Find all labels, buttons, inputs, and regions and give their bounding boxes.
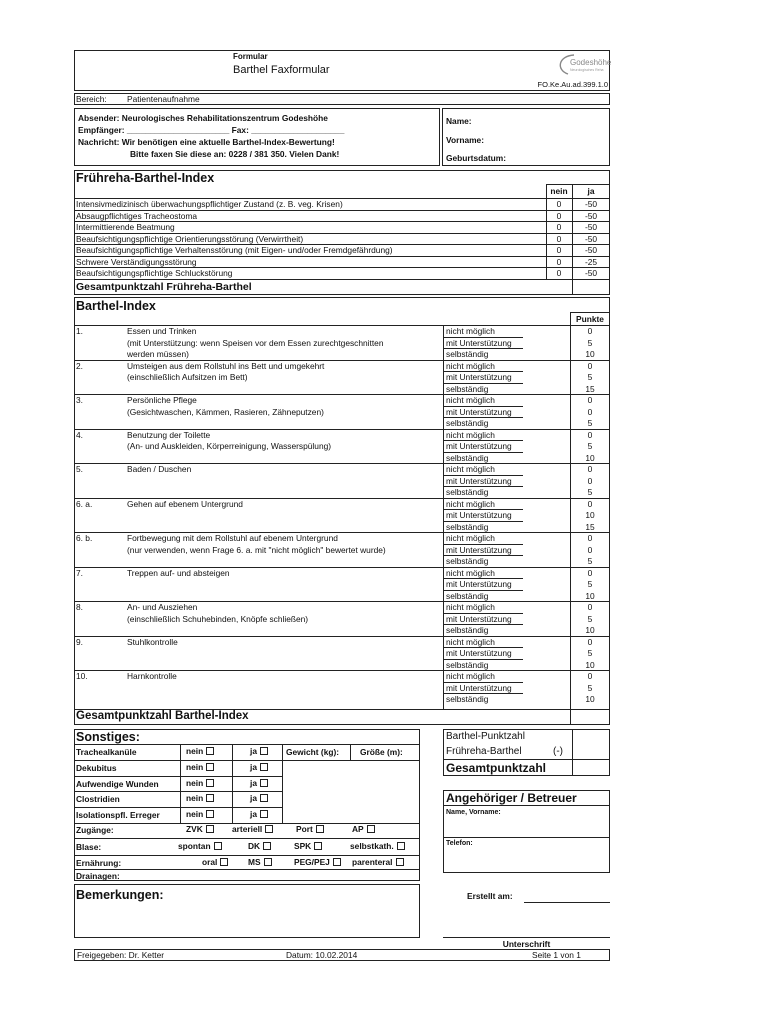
barthel-item-number: 6. a.	[76, 498, 93, 509]
barthel-option-label[interactable]: selbständig	[446, 556, 489, 566]
barthel-item-text: Gehen auf ebenem Untergrund	[127, 498, 243, 509]
barthel-points-value[interactable]: 5	[587, 487, 593, 497]
dk-label: DK	[248, 841, 261, 851]
erstellt-field[interactable]	[524, 902, 610, 903]
selbstkath-checkbox[interactable]	[350, 842, 405, 850]
col-ja: ja	[587, 186, 595, 196]
barthel-points-value[interactable]: 0	[587, 326, 593, 336]
vorname-label[interactable]: Vorname:	[446, 135, 485, 145]
checkbox-icon[interactable]	[367, 825, 375, 833]
checkbox-icon[interactable]	[396, 858, 404, 866]
barthel-item-number: 3.	[76, 395, 83, 405]
ap-checkbox[interactable]	[352, 825, 375, 833]
logo-subtext: Neurologisches Reha	[570, 68, 604, 72]
fruehreha-row-label: Absaugpflichtiges Tracheostoma	[76, 210, 198, 221]
barthel-points-value[interactable]: 10	[585, 349, 595, 359]
zugaenge-label: Zugänge:	[76, 825, 114, 835]
pegpej-checkbox[interactable]	[294, 858, 341, 866]
sonstiges-title: Sonstiges:	[76, 730, 140, 744]
barthel-option-label[interactable]: nicht möglich	[446, 567, 495, 578]
nein-checkbox[interactable]	[186, 763, 214, 771]
barthel-option-label[interactable]: nicht möglich	[446, 326, 495, 336]
zvk-label: ZVK	[186, 824, 203, 834]
barthel-item-number: 9.	[76, 636, 83, 647]
barthel-points-value[interactable]: 0	[587, 544, 593, 555]
erstellt-label: Erstellt am:	[467, 891, 513, 901]
unterschrift-field[interactable]	[443, 937, 610, 938]
barthel-points-value[interactable]: 5	[587, 337, 593, 348]
gewicht-line	[282, 760, 420, 761]
datum-text: Datum: 10.02.2014	[286, 950, 358, 960]
summary-line	[443, 759, 610, 760]
nein-checkbox[interactable]	[186, 747, 214, 755]
barthel-points-value[interactable]: 15	[585, 383, 595, 394]
barthel-option-label[interactable]: selbständig	[446, 383, 489, 394]
barthel-points-value[interactable]: 0	[587, 602, 593, 612]
barthel-points-value[interactable]: 10	[585, 590, 595, 601]
barthel-option-label[interactable]: nicht möglich	[446, 464, 495, 474]
col-nein: nein	[550, 186, 568, 196]
fruehreha-row-nein-value[interactable]: 0	[556, 222, 562, 232]
drainagen-line	[74, 869, 420, 870]
fruehreha-barthel-label: Frühreha-Barthel	[446, 746, 522, 757]
barthel-item-text: Essen und Trinken	[127, 326, 197, 336]
bereich-value: Patientenaufnahme	[127, 94, 200, 104]
barthel-option-label[interactable]: mit Unterstützung	[446, 441, 512, 451]
nein-label: nein	[186, 793, 204, 804]
barthel-points-value[interactable]: 0	[587, 464, 593, 474]
spk-checkbox[interactable]	[294, 842, 322, 850]
fruehreha-row-ja-value[interactable]: -25	[584, 256, 598, 267]
barthel-points-value[interactable]: 0	[587, 475, 593, 486]
ms-label: MS	[248, 857, 261, 867]
checkbox-icon[interactable]	[220, 858, 228, 866]
form-code: FO.Ke.Au.ad.399.1.0	[537, 80, 608, 89]
barthel-item-number: 1.	[76, 326, 83, 336]
barthel-option-label[interactable]: nicht möglich	[446, 533, 495, 543]
sonstiges-col-line	[232, 744, 233, 823]
barthel-option-label[interactable]: mit Unterstützung	[446, 337, 512, 348]
checkbox-icon[interactable]	[206, 794, 214, 802]
nein-label: nein	[186, 746, 204, 756]
sonstiges-col-line	[350, 744, 351, 760]
barthel-item-number: 2.	[76, 360, 83, 371]
barthel-option-label[interactable]: nicht möglich	[446, 395, 495, 405]
barthel-points-value[interactable]: 5	[587, 648, 593, 658]
fruehreha-row-label: Beaufsichtigungspflichtige Schluckstörung	[76, 268, 233, 278]
angehoeriger-title: Angehöriger / Betreuer	[446, 791, 577, 805]
barthel-points-value[interactable]: 5	[587, 418, 593, 428]
form-label: Formular	[233, 52, 268, 61]
blase-line	[74, 838, 420, 839]
ja-label: ja	[250, 809, 257, 820]
barthel-item-number: 10.	[76, 671, 88, 681]
nein-checkbox[interactable]	[186, 794, 214, 802]
groesse-label[interactable]: Größe (m):	[360, 747, 403, 757]
ernaehrung-label: Ernährung:	[76, 858, 122, 868]
nein-label: nein	[186, 761, 204, 772]
barthel-points-value[interactable]: 0	[587, 671, 593, 681]
barthel-option-label[interactable]: mit Unterstützung	[446, 406, 512, 417]
col-punkte: Punkte	[576, 314, 604, 324]
barthel-item-number: 7.	[76, 567, 83, 578]
ap-label: AP	[352, 824, 364, 834]
form-title: Barthel Faxformular	[233, 64, 330, 76]
barthel-item-text: Persönliche Pflege	[127, 395, 197, 405]
barthel-option-label[interactable]: nicht möglich	[446, 360, 495, 371]
nein-label: nein	[186, 809, 204, 820]
ja-label: ja	[250, 761, 257, 772]
barthel-option-label[interactable]: nicht möglich	[446, 636, 495, 647]
ja-checkbox[interactable]	[250, 779, 268, 787]
barthel-points-value[interactable]: 5	[587, 372, 593, 382]
fruehreha-total-label: Gesamtpunktzahl Frühreha-Barthel	[76, 281, 252, 293]
dk-checkbox[interactable]	[248, 842, 271, 850]
barthel-points-value[interactable]: 15	[585, 521, 595, 532]
barthel-item-text: Stuhlkontrolle	[127, 636, 178, 647]
checkbox-icon[interactable]	[314, 842, 322, 850]
barthel-option-label[interactable]: mit Unterstützung	[446, 510, 512, 520]
name-label[interactable]: Name:	[446, 116, 472, 126]
barthel-item-number: 8.	[76, 602, 83, 612]
barthel-item-text: (einschließlich Aufsitzen im Bett)	[127, 372, 248, 382]
barthel-option-label[interactable]: nicht möglich	[446, 498, 495, 509]
barthel-points-value[interactable]: 0	[587, 533, 593, 543]
checkbox-icon[interactable]	[206, 810, 214, 818]
sonstiges-row-label: Trachealkanüle	[76, 747, 137, 757]
empfaenger-line[interactable]: Empfänger: ______________________ Fax: ____________________	[78, 125, 345, 135]
barthel-item-text: (nur verwenden, wenn Frage 6. a. mit "nicht möglich" bewertet wurde)	[127, 544, 386, 555]
barthel-points-value[interactable]: 5	[587, 441, 593, 451]
freigegeben-text: Freigegeben: Dr. Ketter	[77, 950, 165, 960]
barthel-points-value[interactable]: 10	[585, 452, 595, 463]
zvk-checkbox[interactable]	[186, 825, 214, 833]
fruehreha-sign: (-)	[553, 746, 563, 757]
barthel-points-value[interactable]: 10	[585, 659, 595, 670]
fruehreha-row-label: Beaufsichtigungspflichtige Orientierungsstörung (Verwirrtheit)	[76, 233, 304, 244]
fruehreha-row-nein-value[interactable]: 0	[556, 245, 562, 255]
spontan-label: spontan	[178, 841, 211, 851]
parenteral-checkbox[interactable]	[352, 858, 404, 866]
arteriell-label: arteriell	[232, 824, 263, 834]
sonstiges-row-label: Isolationspfl. Erreger	[76, 810, 160, 821]
checkbox-icon[interactable]	[264, 858, 272, 866]
checkbox-icon[interactable]	[316, 825, 324, 833]
spk-label: SPK	[294, 841, 312, 851]
barthel-option-label[interactable]: selbständig	[446, 452, 489, 463]
fruehreha-row-label: Intermittierende Beatmung	[76, 222, 175, 232]
gewicht-label[interactable]: Gewicht (kg):	[286, 747, 340, 757]
bemerkungen-title[interactable]: Bemerkungen:	[76, 888, 164, 902]
angehoeriger-line	[443, 805, 610, 806]
checkbox-icon[interactable]	[265, 825, 273, 833]
fruehreha-row-label: Schwere Verständigungsstörung	[76, 256, 197, 267]
fruehreha-row-ja-value[interactable]: -50	[584, 268, 598, 278]
angehoeriger-name-label[interactable]: Name, Vorname:	[446, 809, 501, 816]
checkbox-icon[interactable]	[260, 779, 268, 787]
barthel-points-value[interactable]: 0	[587, 360, 593, 371]
fruehreha-row-ja-value[interactable]: -50	[584, 199, 598, 209]
barthel-points-value[interactable]: 0	[587, 429, 593, 440]
nein-checkbox[interactable]	[186, 810, 214, 818]
barthel-head-line	[570, 312, 610, 313]
ja-checkbox[interactable]	[250, 794, 268, 802]
oral-label: oral	[202, 857, 218, 867]
barthel-option-label[interactable]: selbständig	[446, 418, 489, 428]
fruehreha-title: Frühreha-Barthel-Index	[76, 171, 215, 185]
barthel-item-text: Treppen auf- und absteigen	[127, 567, 230, 578]
nein-label: nein	[186, 777, 204, 788]
sonstiges-col-line	[180, 744, 181, 823]
ernaehrung-line	[74, 855, 420, 856]
barthel-option-label[interactable]: selbständig	[446, 521, 489, 532]
blase-label: Blase:	[76, 842, 102, 852]
barthel-option-label[interactable]: selbständig	[446, 625, 489, 635]
fruehreha-row-nein-value[interactable]: 0	[556, 268, 562, 278]
ja-checkbox[interactable]	[250, 763, 268, 771]
sonstiges-row-label: Aufwendige Wunden	[76, 778, 159, 789]
barthel-option-label[interactable]: mit Unterstützung	[446, 544, 512, 555]
checkbox-icon[interactable]	[206, 763, 214, 771]
barthel-points-value[interactable]: 5	[587, 682, 593, 693]
barthel-option-label[interactable]: nicht möglich	[446, 429, 495, 440]
fruehreha-row-ja-value[interactable]: -50	[584, 222, 598, 232]
barthel-title: Barthel-Index	[76, 299, 156, 313]
checkbox-icon[interactable]	[397, 842, 405, 850]
bitte-line: Bitte faxen Sie diese an: 0228 / 381 350. Vielen Dank!	[130, 149, 340, 159]
barthel-item-text: (Gesichtwaschen, Kämmen, Rasieren, Zähneputzen)	[127, 406, 324, 417]
fruehreha-row-nein-value[interactable]: 0	[556, 199, 562, 209]
checkbox-icon[interactable]	[263, 842, 271, 850]
fruehreha-head-line	[546, 184, 610, 185]
seite-text: Seite 1 von 1	[532, 950, 581, 960]
barthel-item-text: Baden / Duschen	[127, 464, 192, 474]
barthel-option-label[interactable]: selbständig	[446, 349, 489, 359]
sonstiges-row-line	[74, 807, 282, 808]
barthel-item-number: 6. b.	[76, 533, 93, 543]
barthel-item-number: 5.	[76, 464, 83, 474]
geburtsdatum-label[interactable]: Geburtsdatum:	[446, 153, 507, 163]
barthel-points-value[interactable]: 5	[587, 579, 593, 589]
fruehreha-total-line	[74, 279, 610, 280]
barthel-item-text: werden müssen)	[127, 349, 189, 359]
parenteral-label: parenteral	[352, 857, 393, 867]
ja-checkbox[interactable]	[250, 747, 268, 755]
summary-col-line	[572, 729, 573, 776]
logo-text: Godeshöhe	[570, 58, 612, 67]
port-checkbox[interactable]	[296, 825, 324, 833]
ja-label: ja	[250, 777, 257, 788]
barthel-option-label[interactable]: selbständig	[446, 659, 489, 670]
logo	[552, 52, 612, 78]
fruehreha-row-nein-value[interactable]: 0	[556, 210, 562, 221]
barthel-item-text: Benutzung der Toilette	[127, 429, 211, 440]
checkbox-icon[interactable]	[214, 842, 222, 850]
spontan-checkbox[interactable]	[178, 842, 222, 850]
barthel-item-text: Harnkontrolle	[127, 671, 177, 681]
checkbox-icon[interactable]	[260, 763, 268, 771]
barthel-points-value[interactable]: 5	[587, 556, 593, 566]
barthel-item-text: An- und Ausziehen	[127, 602, 198, 612]
absender-line: Absender: Neurologisches Rehabilitationszentrum Godeshöhe	[78, 113, 328, 123]
checkbox-icon[interactable]	[260, 747, 268, 755]
sonstiges-line	[74, 744, 420, 745]
fruehreha-row-ja-value[interactable]: -50	[584, 210, 598, 221]
sonstiges-row-line	[74, 776, 282, 777]
sonstiges-row-line	[74, 791, 282, 792]
gesamtpunktzahl-label: Gesamtpunktzahl	[446, 761, 547, 775]
sonstiges-row-line	[74, 760, 282, 761]
barthel-points-value[interactable]: 10	[585, 510, 595, 520]
selbstkath-label: selbstkath.	[350, 841, 394, 851]
barthel-option-label[interactable]: mit Unterstützung	[446, 579, 512, 589]
barthel-points-value[interactable]: 0	[587, 567, 593, 578]
barthel-item-text: (einschließlich Schuhebinden, Knöpfe schließen)	[127, 613, 309, 624]
barthel-option-label[interactable]: nicht möglich	[446, 671, 495, 681]
pegpej-label: PEG/PEJ	[294, 857, 330, 867]
checkbox-icon[interactable]	[260, 794, 268, 802]
barthel-option-label[interactable]: mit Unterstützung	[446, 682, 512, 693]
barthel-option-label[interactable]: selbständig	[446, 487, 489, 497]
ja-label: ja	[250, 793, 257, 804]
fruehreha-row-ja-value[interactable]: -50	[584, 233, 598, 244]
barthel-option-label[interactable]: selbständig	[446, 694, 489, 704]
barthel-option-label[interactable]: selbständig	[446, 590, 489, 601]
ja-checkbox[interactable]	[250, 810, 268, 818]
checkbox-icon[interactable]	[206, 779, 214, 787]
barthel-total-label: Gesamtpunktzahl Barthel-Index	[76, 710, 249, 722]
checkbox-icon[interactable]	[333, 858, 341, 866]
barthel-points-value[interactable]: 0	[587, 395, 593, 405]
barthel-points-value[interactable]: 0	[587, 406, 593, 417]
barthel-points-value[interactable]: 0	[587, 498, 593, 509]
fruehreha-row-nein-value[interactable]: 0	[556, 256, 562, 267]
barthel-item-number: 4.	[76, 429, 83, 440]
angehoeriger-line	[443, 837, 610, 838]
barthel-points-value[interactable]: 5	[587, 613, 593, 624]
barthel-option-label[interactable]: mit Unterstützung	[446, 613, 512, 624]
sonstiges-row-label: Dekubitus	[76, 762, 117, 773]
angehoeriger-telefon-label[interactable]: Telefon:	[446, 840, 473, 847]
checkbox-icon[interactable]	[206, 825, 214, 833]
oral-checkbox[interactable]	[202, 858, 228, 866]
fruehreha-row-nein-value[interactable]: 0	[556, 233, 562, 244]
barthel-points-value[interactable]: 0	[587, 636, 593, 647]
barthel-option-label[interactable]: mit Unterstützung	[446, 648, 512, 658]
arteriell-checkbox[interactable]	[232, 825, 273, 833]
nachricht-line: Nachricht: Wir benötigen eine aktuelle Barthel-Index-Bewertung!	[78, 137, 335, 147]
barthel-item-text: Fortbewegung mit dem Rollstuhl auf ebenem Untergrund	[127, 533, 338, 543]
barthel-points-value[interactable]: 10	[585, 694, 595, 704]
fruehreha-row-label: Beaufsichtigungspflichtige Verhaltensstörung (mit Eigen- und/oder Fremdgefährdung)	[76, 245, 393, 255]
port-label: Port	[296, 824, 313, 834]
barthel-punktzahl-label: Barthel-Punktzahl	[446, 731, 525, 742]
checkbox-icon[interactable]	[206, 747, 214, 755]
barthel-option-label[interactable]: nicht möglich	[446, 602, 495, 612]
barthel-points-value[interactable]: 10	[585, 625, 595, 635]
ja-label: ja	[250, 746, 257, 756]
ms-checkbox[interactable]	[248, 858, 272, 866]
barthel-item-text: (mit Unterstützung: wenn Speisen vor dem Essen zurechtgeschnitten	[127, 337, 384, 348]
barthel-option-label[interactable]: mit Unterstützung	[446, 372, 512, 382]
fruehreha-row-ja-value[interactable]: -50	[584, 245, 598, 255]
bereich-label: Bereich:	[76, 94, 107, 104]
checkbox-icon[interactable]	[260, 810, 268, 818]
barthel-option-label[interactable]: mit Unterstützung	[446, 475, 512, 486]
barthel-item-text: (An- und Auskleiden, Körperreinigung, Wasserspülung)	[127, 441, 332, 451]
nein-checkbox[interactable]	[186, 779, 214, 787]
sonstiges-row-label: Clostridien	[76, 794, 120, 805]
barthel-item-text: Umsteigen aus dem Rollstuhl ins Bett und umgekehrt	[127, 360, 325, 371]
fruehreha-row-label: Intensivmedizinisch überwachungspflichtiger Zustand (z. B. veg. Krisen)	[76, 199, 343, 209]
drainagen-label[interactable]: Drainagen:	[76, 871, 120, 881]
unterschrift-label: Unterschrift	[502, 939, 551, 949]
sonstiges-col-line	[282, 744, 283, 823]
